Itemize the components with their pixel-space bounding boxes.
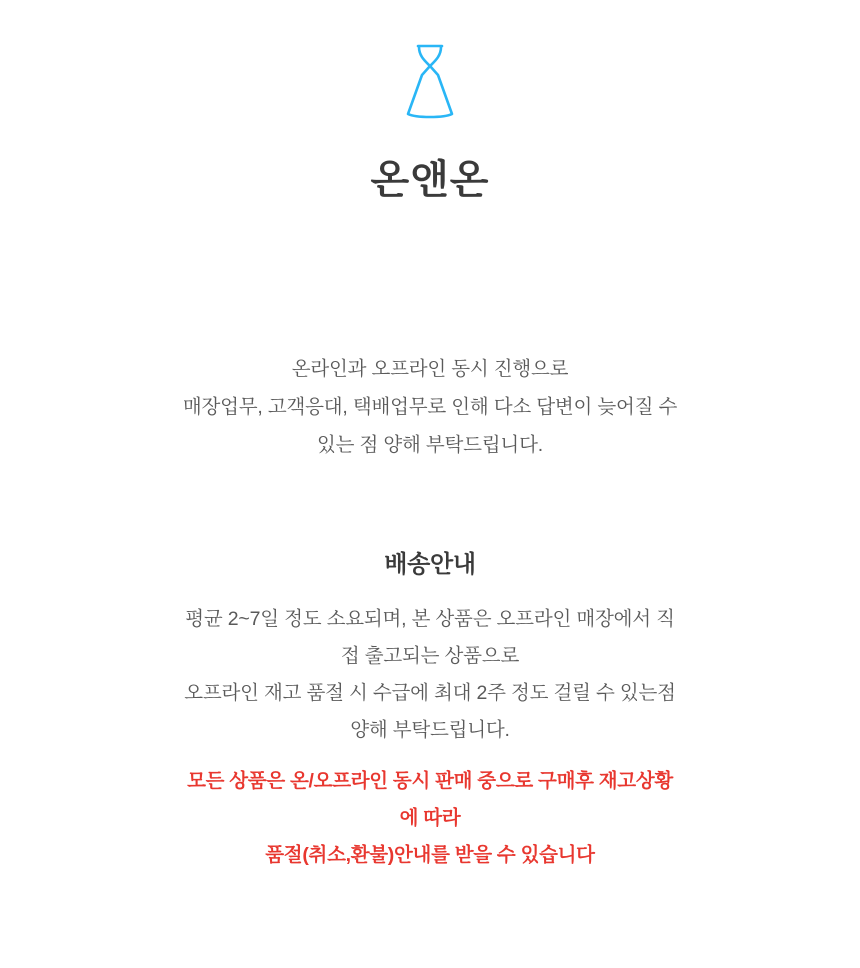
shipping-body-line: 오프라인 재고 품절 시 수급에 최대 2주 정도 걸릴 수 있는점 — [184, 682, 676, 705]
notice-paragraph — [150, 350, 710, 464]
notice-line: 있는 점 양해 부탁드립니다. — [317, 434, 543, 457]
brand-name: 온앤온 — [370, 158, 490, 202]
shipping-warning-line: 품절(취소,환불)안내를 받을 수 있습니다 — [265, 844, 595, 867]
dress-icon — [398, 42, 462, 122]
shipping-warning — [140, 763, 720, 874]
shipping-section — [140, 544, 720, 874]
brand-block — [371, 42, 490, 204]
shipping-body-line: 접 출고되는 상품으로 — [340, 645, 520, 668]
shipping-warning-line: 모든 상품은 온/오프라인 동시 판매 중으로 구매후 재고상황 — [187, 770, 673, 793]
shipping-body-line: 양해 부탁드립니다. — [350, 719, 510, 742]
notice-line: 매장업무, 고객응대, 택배업무로 인해 다소 답변이 늦어질 수 — [182, 396, 678, 419]
notice-line: 온라인과 오프라인 동시 진행으로 — [291, 358, 569, 380]
shipping-warning-line: 에 따라 — [399, 807, 461, 830]
shipping-body-line: 평균 2~7일 정도 소요되며, 본 상품은 오프라인 매장에서 직 — [185, 608, 675, 631]
shipping-title: 배송안내 — [384, 551, 476, 579]
shipping-body — [140, 601, 720, 749]
